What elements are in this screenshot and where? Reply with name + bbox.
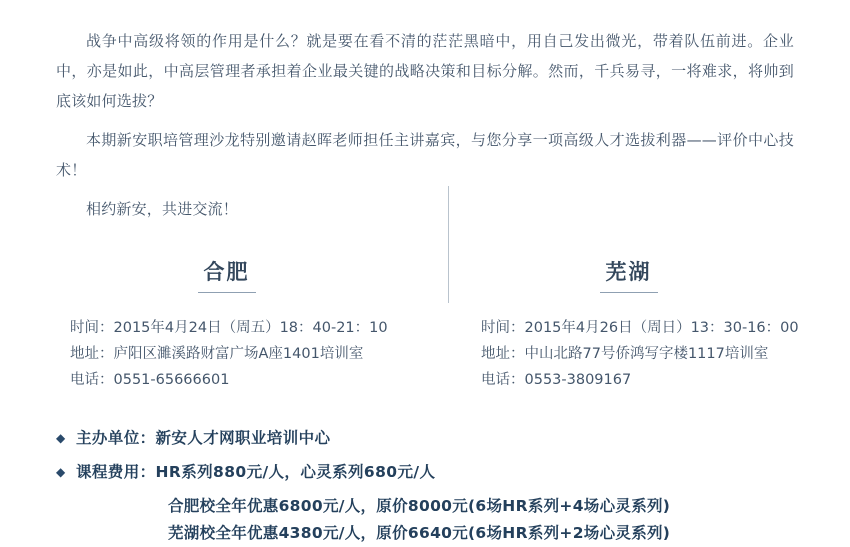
- city-title-wuhu: [463, 256, 794, 293]
- city-block-hefei: [56, 256, 425, 393]
- bullet-row-organizer: [56, 425, 794, 451]
- bullet-fee-text: 课程费用：HR系列880元/人，心灵系列680元/人: [76, 463, 436, 481]
- city-sections: [0, 256, 850, 393]
- city-title-hefei: [56, 256, 397, 293]
- city-block-wuhu: [425, 256, 799, 393]
- diamond-bullet-icon-2: ◆: [56, 465, 66, 479]
- bullet-organizer-text: 主办单位：新安人才网职业培训中心: [76, 429, 331, 447]
- city-details-wuhu: [463, 315, 799, 393]
- bullet-row-fee: [56, 459, 794, 485]
- city-wuhu-address: 地址：中山北路77号侨鸿写字楼1117培训室: [481, 346, 769, 362]
- city-title-hefei-label: 合肥: [198, 256, 256, 293]
- city-title-wuhu-label: 芜湖: [600, 256, 658, 293]
- intro-section: [0, 0, 850, 224]
- fee-detail-hefei: 合肥校全年优惠6800元/人，原价8000元(6场HR系列+4场心灵系列): [168, 497, 671, 515]
- city-hefei-time: 时间：2015年4月24日（周五）18：40-21：10: [70, 320, 388, 336]
- city-hefei-phone: 电话：0551-65666601: [70, 372, 230, 388]
- intro-paragraph-1: 战争中高级将领的作用是什么？就是要在看不清的茫茫黑暗中，用自己发出微光，带着队伍前进。企业中，亦是如此，中高层管理者承担着企业最关键的战略决策和目标分解。然而，千兵易寻，一将难求，将帅到底该如何选拔？: [56, 32, 794, 110]
- city-wuhu-time: 时间：2015年4月26日（周日）13：30-16：00: [481, 320, 799, 336]
- intro-paragraph-3: 相约新安，共进交流！: [86, 200, 239, 218]
- bullet-section: [0, 425, 850, 547]
- city-wuhu-phone: 电话：0553-3809167: [481, 372, 632, 388]
- fee-detail-wuhu: 芜湖校全年优惠4380元/人，原价6640元(6场HR系列+2场心灵系列): [168, 524, 671, 542]
- city-hefei-address: 地址：庐阳区濉溪路财富广场A座1401培训室: [70, 346, 364, 362]
- city-details-hefei: [56, 315, 397, 393]
- intro-paragraph-2: 本期新安职培管理沙龙特别邀请赵晖老师担任主讲嘉宾，与您分享一项高级人才选拔利器——评价中心技术！: [56, 131, 794, 179]
- diamond-bullet-icon: ◆: [56, 431, 66, 445]
